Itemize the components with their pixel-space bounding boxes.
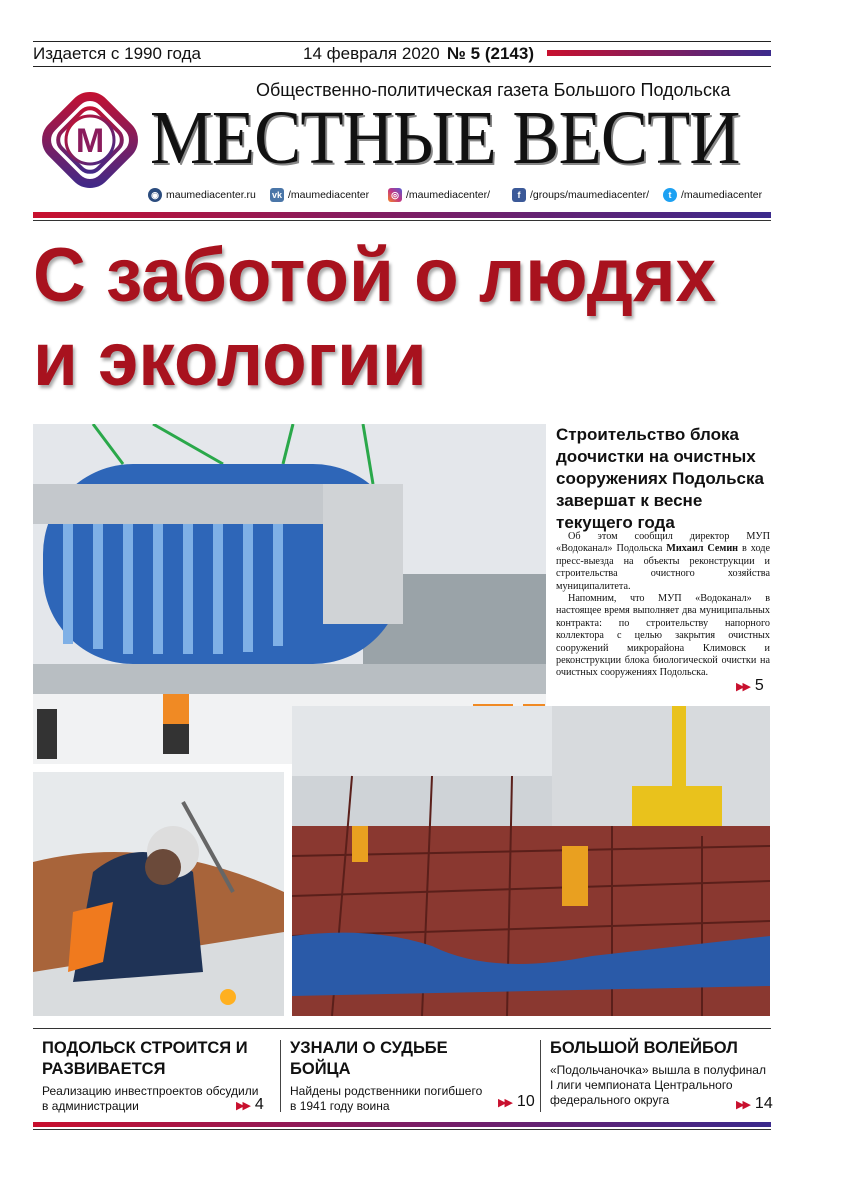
twitter-icon: t [663, 188, 677, 202]
globe-icon: ◉ [148, 188, 162, 202]
teaser-1-page-ref[interactable] [236, 1096, 264, 1114]
issue-info-bar [33, 44, 771, 66]
headline-line-1: С заботой о людях [33, 233, 717, 318]
social-facebook[interactable] [512, 188, 649, 202]
band-rule [33, 220, 771, 221]
teaser-3-title: БОЛЬШОЙ ВОЛЕЙБОЛ [550, 1039, 738, 1057]
facebook-icon: f [512, 188, 526, 202]
article-person-name: Михаил Семин [666, 543, 739, 555]
vk-icon: vk [271, 190, 282, 200]
teaser-2[interactable] [290, 1038, 490, 1114]
teaser-1-page: 4 [254, 1096, 264, 1113]
article-p1-end: в ходе пресс-выезда на объекты реконструкции и строительства очистного хозяйства муниципалитета. [556, 543, 770, 592]
masthead-title: МЕСТНЫЕ ВЕСТИ [150, 96, 740, 180]
instagram-icon: ◎ [388, 188, 402, 202]
footer-brand-band [33, 1122, 771, 1127]
social-vk[interactable] [270, 188, 369, 202]
double-arrow-icon: ▶▶ [236, 1099, 249, 1112]
article-paragraph-2: Напомним, что МУП «Водоканал» в настоящее время выполняет два муниципальных контракта: по строительству напорного коллектора с целью закрытия очистных сооружений микрорайона Климовск и реконструкции блока биологической очистки на очистных сооружениях Подольска. [556, 593, 770, 679]
teaser-2-page: 10 [516, 1093, 535, 1110]
social-twitter-text: /maumediacenter [681, 189, 763, 201]
teasers-rule [33, 1028, 771, 1029]
article-body [556, 531, 770, 680]
teaser-3-page: 14 [754, 1095, 773, 1112]
article-page-ref[interactable] [736, 677, 764, 695]
issue-date: 14 февраля 2020 [303, 44, 440, 63]
top-rule [33, 41, 771, 42]
double-arrow-icon: ▶▶ [736, 1098, 749, 1111]
teaser-separator [540, 1040, 541, 1112]
newspaper-subtitle: Общественно-политическая газета Большого Подольска [256, 80, 731, 100]
article-page-number: 5 [754, 677, 764, 694]
article-paragraph-1 [556, 531, 770, 593]
issue-number: № 5 (2143) [447, 44, 534, 63]
social-site-text: maumediacenter.ru [166, 189, 256, 201]
double-arrow-icon: ▶▶ [498, 1096, 511, 1109]
teaser-separator [280, 1040, 281, 1112]
double-arrow-icon: ▶▶ [736, 680, 749, 693]
photo-construction-site [292, 706, 770, 1016]
teaser-3-text: «Подольчаночка» вышла в полуфинал I лиги чемпионата Центрального федерального округа [550, 1063, 766, 1107]
article-p1-start: Об этом сообщил директор МУП «Водоканал» Подольска [556, 531, 770, 555]
social-site[interactable] [148, 188, 256, 202]
social-instagram[interactable] [388, 188, 490, 202]
teaser-1-title: ПОДОЛЬСК СТРОИТСЯ И РАЗВИВАЕТСЯ [42, 1039, 248, 1078]
teaser-1-text: Реализацию инвестпроектов обсудили в администрации [42, 1084, 259, 1113]
header-rule [33, 66, 771, 67]
footer-rule [33, 1129, 771, 1130]
main-headline [33, 234, 763, 402]
brand-stripe [547, 50, 771, 56]
logo-letter: М [75, 122, 105, 160]
social-instagram-text: /maumediacenter/ [406, 189, 491, 201]
teaser-2-title: УЗНАЛИ О СУДЬБЕ БОЙЦА [290, 1039, 448, 1078]
headline-line-2: и экологии [33, 317, 427, 402]
article-title: Строительство блока доочистки на очистных сооружениях Подольска завершат к весне текущего года [556, 425, 764, 532]
social-links [148, 188, 772, 206]
teaser-1[interactable] [42, 1038, 268, 1114]
photo-welder [33, 772, 284, 1016]
teaser-2-text: Найдены родственники погибшего в 1941 году воина [290, 1084, 483, 1113]
publication-since: Издается с 1990 года [33, 44, 201, 63]
brand-band [33, 212, 771, 218]
newspaper-logo [32, 82, 148, 198]
social-vk-text: /maumediacenter [288, 189, 370, 201]
teaser-3-page-ref[interactable] [736, 1095, 773, 1113]
teaser-2-page-ref[interactable] [498, 1093, 535, 1111]
social-facebook-text: /groups/maumediacenter/ [530, 189, 650, 201]
social-twitter[interactable] [663, 188, 762, 202]
